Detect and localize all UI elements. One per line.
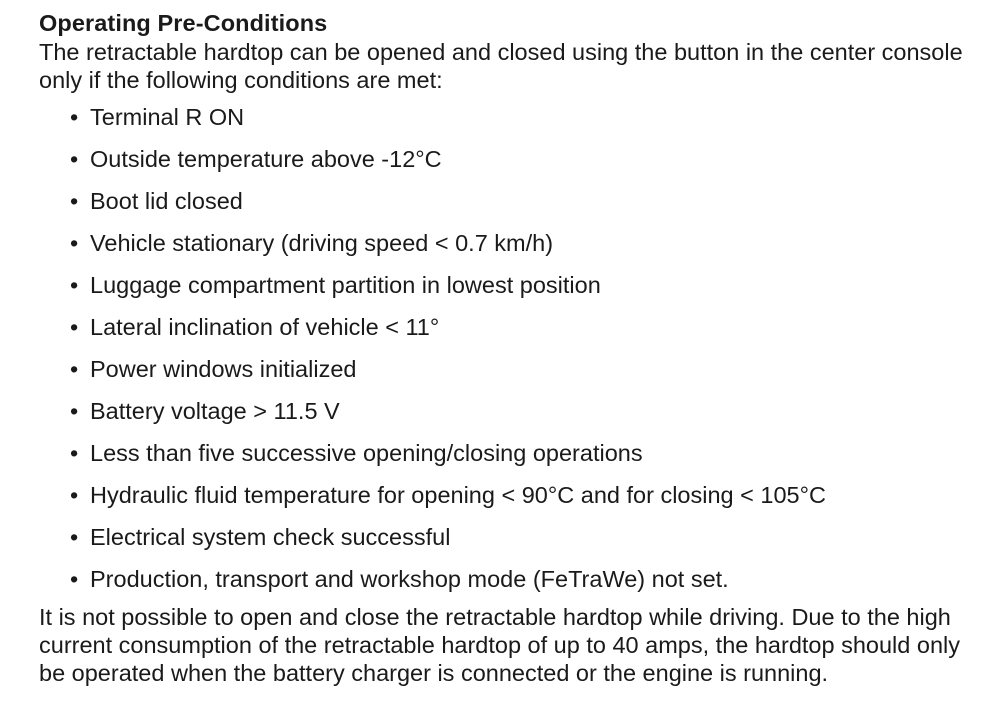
condition-text: Boot lid closed: [90, 188, 243, 214]
condition-text: Luggage compartment partition in lowest position: [90, 272, 601, 298]
condition-text: Terminal R ON: [90, 104, 245, 130]
bullet-icon: •: [70, 188, 79, 214]
bullet-icon: •: [70, 398, 79, 424]
condition-text: Less than five successive opening/closing operations: [90, 440, 643, 466]
condition-text: Electrical system check successful: [90, 524, 451, 550]
list-item: [39, 397, 979, 439]
list-item: [39, 439, 979, 481]
bullet-icon: •: [70, 314, 79, 340]
condition-text: Production, transport and workshop mode (FeTraWe) not set.: [90, 566, 729, 592]
bullet-icon: •: [70, 104, 79, 130]
condition-text: Vehicle stationary (driving speed < 0.7 km/h): [90, 230, 554, 256]
list-item: [39, 271, 979, 313]
section-heading: Operating Pre-Conditions: [39, 10, 328, 36]
document-body: [39, 8, 979, 687]
list-item: [39, 187, 979, 229]
bullet-icon: •: [70, 482, 79, 508]
condition-text: Lateral inclination of vehicle < 11°: [90, 314, 440, 340]
list-item: [39, 103, 979, 145]
closing-paragraph: It is not possible to open and close the retractable hardtop while driving. Due to the high current consumption of the retractable hardtop of up to 40 amps, the hardtop should only be operated when the battery charger is connected or the engine is running.: [39, 604, 960, 686]
bullet-icon: •: [70, 146, 79, 172]
list-item: [39, 355, 979, 397]
list-item: [39, 313, 979, 355]
bullet-icon: •: [70, 440, 79, 466]
conditions-list: [39, 103, 979, 607]
list-item: [39, 565, 979, 607]
bullet-icon: •: [70, 356, 79, 382]
bullet-icon: •: [70, 566, 79, 592]
list-item: [39, 481, 979, 523]
bullet-icon: •: [70, 230, 79, 256]
condition-text: Battery voltage > 11.5 V: [90, 398, 340, 424]
condition-text: Hydraulic fluid temperature for opening < 90°C and for closing < 105°C: [90, 482, 826, 508]
bullet-icon: •: [70, 272, 79, 298]
intro-paragraph: The retractable hardtop can be opened and closed using the button in the center console only if the following conditions are met:: [39, 39, 963, 93]
condition-text: Power windows initialized: [90, 356, 357, 382]
bullet-icon: •: [70, 524, 79, 550]
list-item: [39, 229, 979, 271]
list-item: [39, 523, 979, 565]
condition-text: Outside temperature above -12°C: [90, 146, 442, 172]
list-item: [39, 145, 979, 187]
